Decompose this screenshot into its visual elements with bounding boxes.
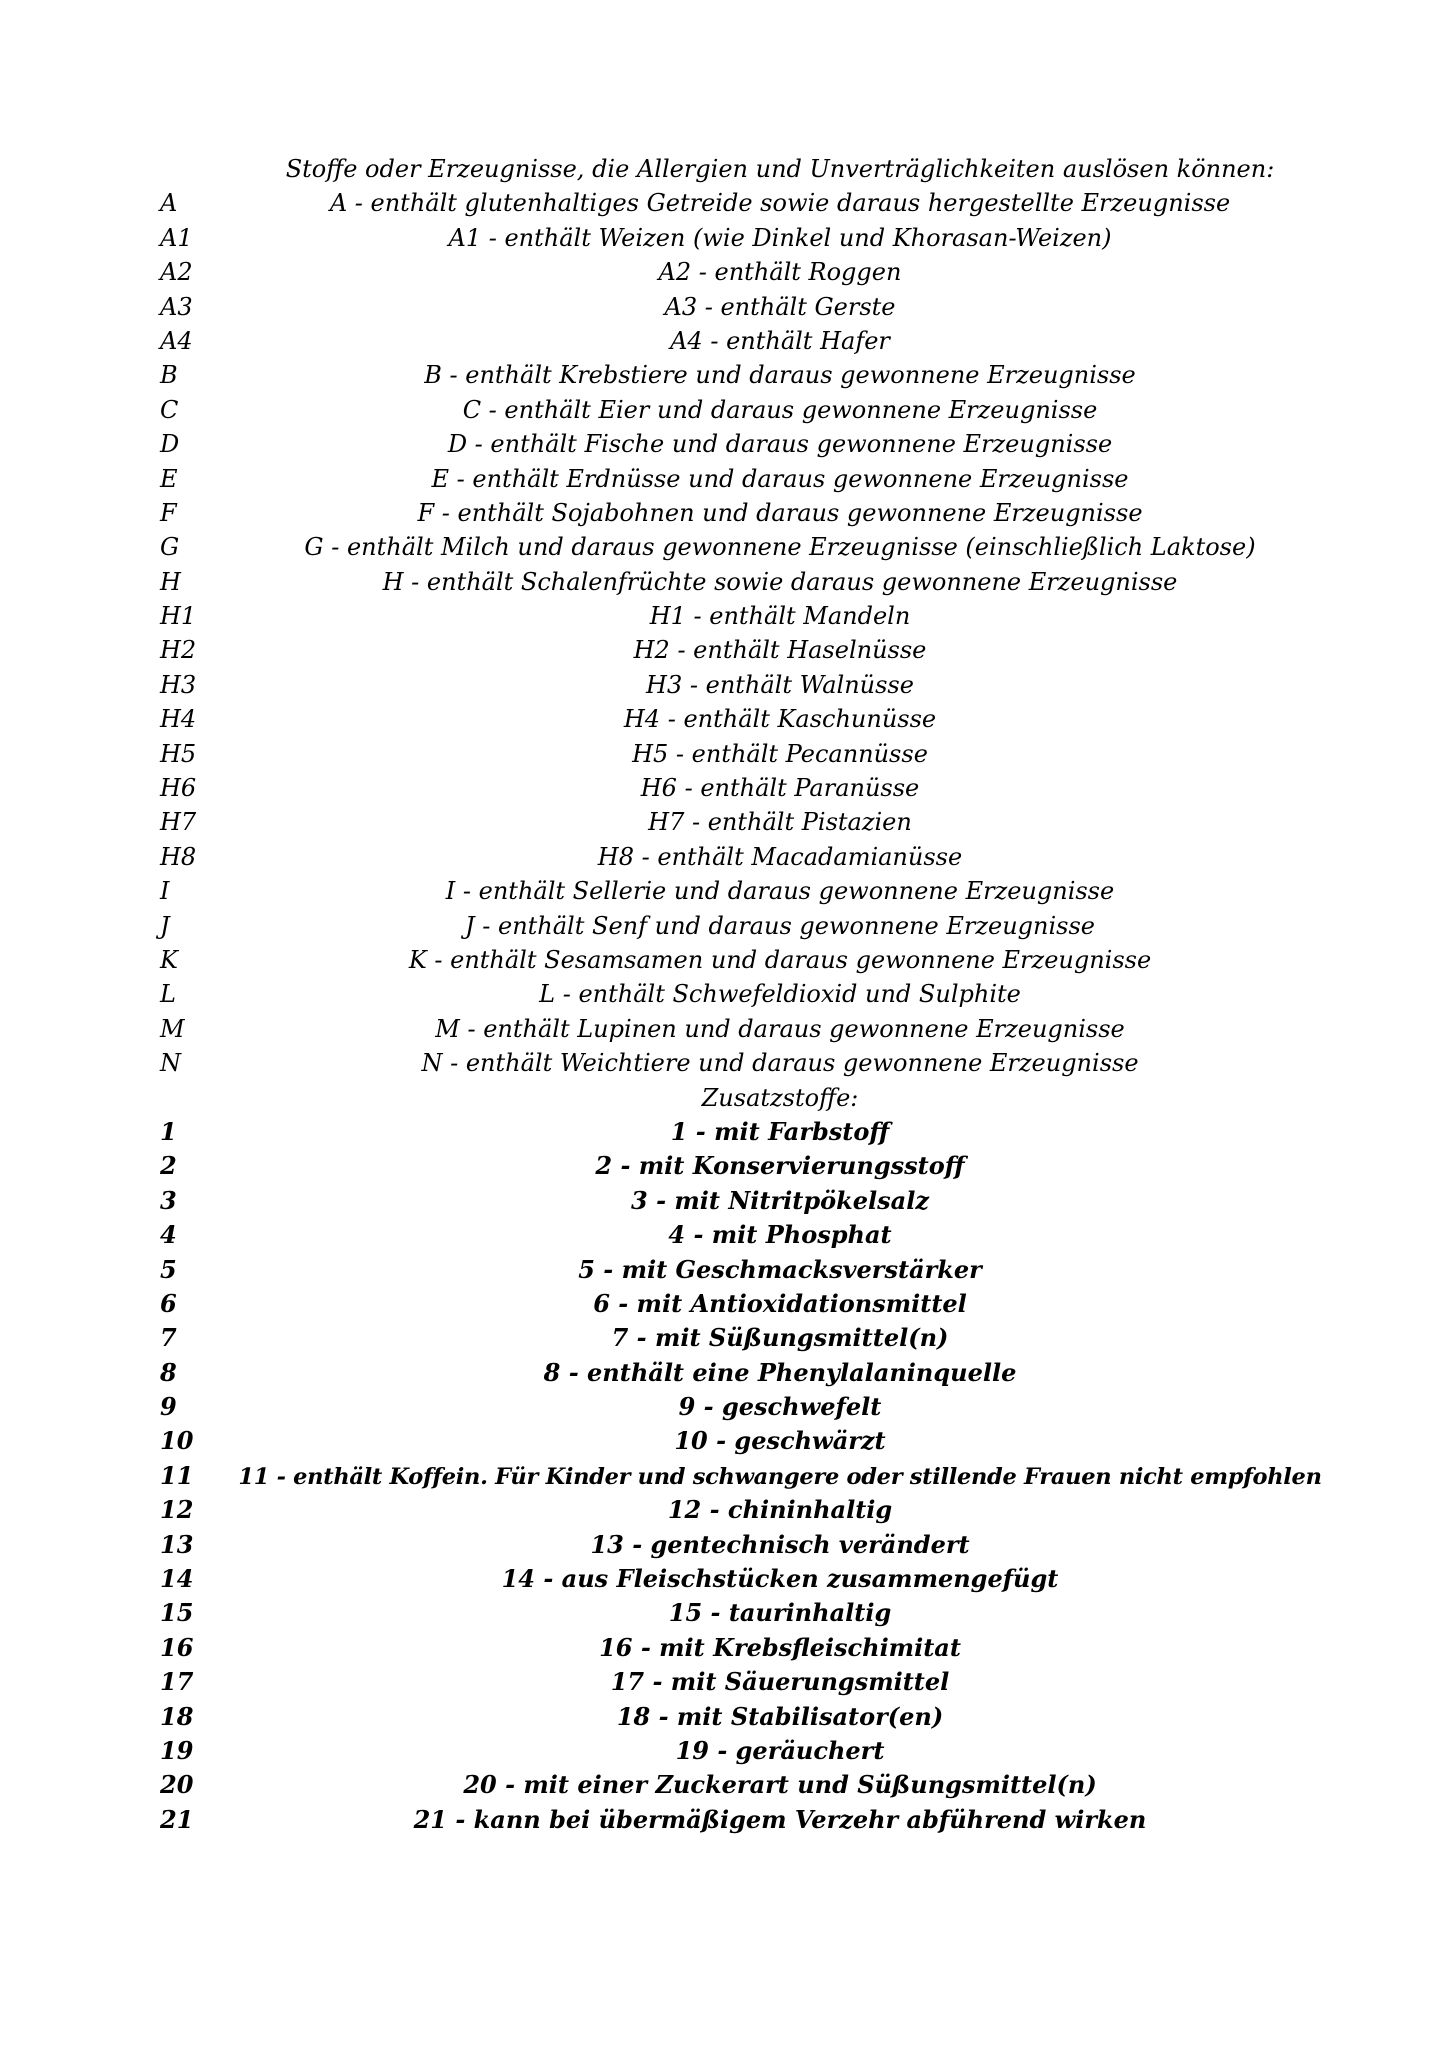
allergen-row-code: L <box>160 980 176 1009</box>
allergen-row <box>160 324 1340 358</box>
allergen-row-code: H4 <box>160 705 197 734</box>
additive-row-description: 2 - mit Konservierungsstoff <box>595 1151 965 1181</box>
allergen-row-code: H6 <box>160 774 197 803</box>
allergen-row <box>160 427 1340 461</box>
allergen-row <box>160 358 1340 392</box>
additive-row <box>160 1459 1340 1493</box>
additive-row-description: 9 - geschwefelt <box>678 1392 882 1422</box>
additive-row-description: 7 - mit Süßungsmittel(n) <box>611 1323 949 1353</box>
additive-row-code: 21 <box>160 1804 194 1834</box>
additive-row <box>160 1321 1340 1355</box>
additive-row-description: 5 - mit Geschmacksverstärker <box>578 1254 982 1284</box>
allergens-heading: Stoffe oder Erzeugnisse, die Allergien und Unverträglichkeiten auslösen können: <box>285 155 1275 183</box>
allergen-row-description: H3 - enthält Walnüsse <box>646 670 914 699</box>
allergen-row <box>160 737 1340 771</box>
additive-row-code: 5 <box>160 1254 177 1284</box>
allergen-row <box>160 221 1340 255</box>
allergen-row <box>160 565 1340 599</box>
allergen-row-description: A4 - enthält Hafer <box>670 326 890 355</box>
allergen-row-description: F - enthält Sojabohnen und daraus gewonnene Erzeugnisse <box>417 498 1143 527</box>
allergen-row-code: E <box>160 464 178 493</box>
allergen-row-code: H8 <box>160 842 197 871</box>
allergen-row-code: A1 <box>160 223 193 252</box>
allergen-row-code: C <box>160 395 179 424</box>
allergen-row-description: H7 - enthält Pistazien <box>648 808 912 837</box>
additive-row <box>160 1356 1340 1390</box>
additive-row-description: 21 - kann bei übermäßigem Verzehr abführend wirken <box>413 1804 1147 1834</box>
allergen-row <box>160 1046 1340 1080</box>
additive-row-code: 16 <box>160 1632 194 1662</box>
allergen-row-code: N <box>160 1049 181 1078</box>
legend-list <box>160 152 1340 1837</box>
additive-row-description: 15 - taurinhaltig <box>668 1598 892 1628</box>
allergen-row <box>160 496 1340 530</box>
additive-row <box>160 1218 1340 1252</box>
allergen-row <box>160 1012 1340 1046</box>
allergen-row <box>160 633 1340 667</box>
additive-row-code: 20 <box>160 1770 194 1800</box>
additive-row-description: 1 - mit Farbstoff <box>670 1116 890 1146</box>
allergen-row-code: A4 <box>160 326 193 355</box>
additive-row-code: 17 <box>160 1667 194 1697</box>
additive-row <box>160 1768 1340 1802</box>
additive-row-code: 13 <box>160 1529 194 1559</box>
additive-row-code: 15 <box>160 1598 194 1628</box>
additive-list <box>160 1115 1340 1837</box>
allergen-row-description: A3 - enthält Gerste <box>664 292 896 321</box>
additive-row-code: 19 <box>160 1735 194 1765</box>
allergen-row-description: G - enthält Milch und daraus gewonnene Erzeugnisse (einschließlich Laktose) <box>304 533 1256 562</box>
additive-row-description: 13 - gentechnisch verändert <box>590 1529 970 1559</box>
additive-row <box>160 1803 1340 1837</box>
allergen-row <box>160 840 1340 874</box>
additive-row <box>160 1631 1340 1665</box>
additive-row <box>160 1734 1340 1768</box>
additive-row-description: 17 - mit Säuerungsmittel <box>610 1667 950 1697</box>
allergen-row-code: A <box>160 189 178 218</box>
allergen-row-description: H8 - enthält Macadamianüsse <box>597 842 963 871</box>
allergen-row <box>160 255 1340 289</box>
additive-row <box>160 1115 1340 1149</box>
additive-row-description: 20 - mit einer Zuckerart und Süßungsmittel(n) <box>463 1770 1097 1800</box>
additive-row-description: 14 - aus Fleischstücken zusammengefügt <box>501 1564 1059 1594</box>
additive-row <box>160 1493 1340 1527</box>
allergen-row-code: K <box>160 945 178 974</box>
allergen-row-code: A2 <box>160 258 193 287</box>
allergen-row-description: D - enthält Fische und daraus gewonnene Erzeugnisse <box>447 430 1113 459</box>
allergen-row-description: A1 - enthält Weizen (wie Dinkel und Khorasan-Weizen) <box>448 223 1112 252</box>
additive-row-description: 18 - mit Stabilisator(en) <box>616 1701 944 1731</box>
allergen-row-code: H1 <box>160 602 197 631</box>
additive-row <box>160 1149 1340 1183</box>
allergen-row-description: H4 - enthält Kaschunüsse <box>623 705 937 734</box>
allergen-row-code: J <box>160 911 170 940</box>
allergen-row <box>160 909 1340 943</box>
allergen-row-description: A2 - enthält Roggen <box>658 258 902 287</box>
additive-row <box>160 1424 1340 1458</box>
additive-row-code: 2 <box>160 1151 177 1181</box>
additive-row-code: 11 <box>160 1460 194 1490</box>
allergen-row-description: H1 - enthält Mandeln <box>649 602 911 631</box>
allergen-row-description: C - enthält Eier und daraus gewonnene Erzeugnisse <box>462 395 1098 424</box>
allergen-row-code: H5 <box>160 739 197 768</box>
allergen-row <box>160 702 1340 736</box>
allergen-row-code: I <box>160 877 170 906</box>
additive-row-code: 7 <box>160 1323 177 1353</box>
allergen-row-description: E - enthält Erdnüsse und daraus gewonnene Erzeugnisse <box>431 464 1129 493</box>
allergen-row <box>160 977 1340 1011</box>
allergen-row <box>160 874 1340 908</box>
additive-row-code: 9 <box>160 1392 177 1422</box>
additive-row <box>160 1390 1340 1424</box>
allergen-row-description: H2 - enthält Haselnüsse <box>633 636 927 665</box>
additive-row-description: 12 - chininhaltig <box>667 1495 893 1525</box>
allergen-row-description: I - enthält Sellerie und daraus gewonnene Erzeugnisse <box>445 877 1115 906</box>
additive-row-code: 6 <box>160 1288 177 1318</box>
additive-row-code: 10 <box>160 1426 194 1456</box>
allergen-row-description: H - enthält Schalenfrüchte sowie daraus gewonnene Erzeugnisse <box>382 567 1178 596</box>
allergen-row <box>160 668 1340 702</box>
additive-row-code: 8 <box>160 1357 177 1387</box>
additive-row-description: 3 - mit Nitritpökelsalz <box>631 1185 929 1215</box>
allergen-row-description: L - enthält Schwefeldioxid und Sulphite <box>539 980 1021 1009</box>
allergen-row <box>160 599 1340 633</box>
allergen-row-description: M - enthält Lupinen und daraus gewonnene Erzeugnisse <box>435 1014 1125 1043</box>
allergen-row-description: N - enthält Weichtiere und daraus gewonnene Erzeugnisse <box>421 1049 1139 1078</box>
allergen-list <box>160 186 1340 1080</box>
allergen-row <box>160 290 1340 324</box>
additive-row <box>160 1562 1340 1596</box>
additive-row <box>160 1700 1340 1734</box>
allergen-row-code: M <box>160 1014 185 1043</box>
allergen-row <box>160 805 1340 839</box>
additive-row-description: 4 - mit Phosphat <box>668 1220 892 1250</box>
additive-row-code: 1 <box>160 1116 177 1146</box>
additive-row-description: 16 - mit Krebsfleischimitat <box>599 1632 961 1662</box>
additive-row <box>160 1665 1340 1699</box>
additive-row <box>160 1528 1340 1562</box>
additive-row-description: 11 - enthält Koffein. Für Kinder und schwangere oder stillende Frauen nicht empfohlen <box>238 1463 1322 1490</box>
allergen-row-code: G <box>160 533 180 562</box>
additive-row-code: 12 <box>160 1495 194 1525</box>
allergen-row-code: H2 <box>160 636 197 665</box>
allergen-row-code: A3 <box>160 292 193 321</box>
additive-row <box>160 1253 1340 1287</box>
allergen-row-code: D <box>160 430 180 459</box>
additives-heading-row <box>160 1081 1340 1115</box>
additive-row-description: 6 - mit Antioxidationsmittel <box>593 1288 967 1318</box>
allergens-heading-row <box>160 152 1340 186</box>
additive-row-description: 19 - geräuchert <box>675 1735 885 1765</box>
additive-row-description: 8 - enthält eine Phenylalaninquelle <box>543 1357 1017 1387</box>
allergen-row-description: B - enthält Krebstiere und daraus gewonnene Erzeugnisse <box>424 361 1136 390</box>
additive-row <box>160 1287 1340 1321</box>
allergen-row <box>160 943 1340 977</box>
additive-row <box>160 1184 1340 1218</box>
allergen-row <box>160 186 1340 220</box>
allergen-row-code: H <box>160 567 181 596</box>
additive-row-description: 10 - geschwärzt <box>674 1426 886 1456</box>
allergen-row-code: B <box>160 361 178 390</box>
additive-row-code: 3 <box>160 1185 177 1215</box>
allergen-row-description: K - enthält Sesamsamen und daraus gewonnene Erzeugnisse <box>408 945 1152 974</box>
allergen-row <box>160 771 1340 805</box>
allergen-row-description: H6 - enthält Paranüsse <box>640 774 920 803</box>
allergen-row-code: F <box>160 498 177 527</box>
allergen-row-code: H7 <box>160 808 197 837</box>
allergen-row-description: H5 - enthält Pecannüsse <box>632 739 928 768</box>
allergen-row <box>160 462 1340 496</box>
allergen-row <box>160 530 1340 564</box>
additive-row-code: 4 <box>160 1220 177 1250</box>
additives-heading: Zusatzstoffe: <box>701 1083 859 1112</box>
additive-row <box>160 1596 1340 1630</box>
allergen-row-description: J - enthält Senf und daraus gewonnene Erzeugnisse <box>465 911 1095 940</box>
additive-row-code: 14 <box>160 1564 194 1594</box>
allergen-row-code: H3 <box>160 670 197 699</box>
additive-row-code: 18 <box>160 1701 194 1731</box>
allergen-row <box>160 393 1340 427</box>
allergen-row-description: A - enthält glutenhaltiges Getreide sowie daraus hergestellte Erzeugnisse <box>329 189 1231 218</box>
